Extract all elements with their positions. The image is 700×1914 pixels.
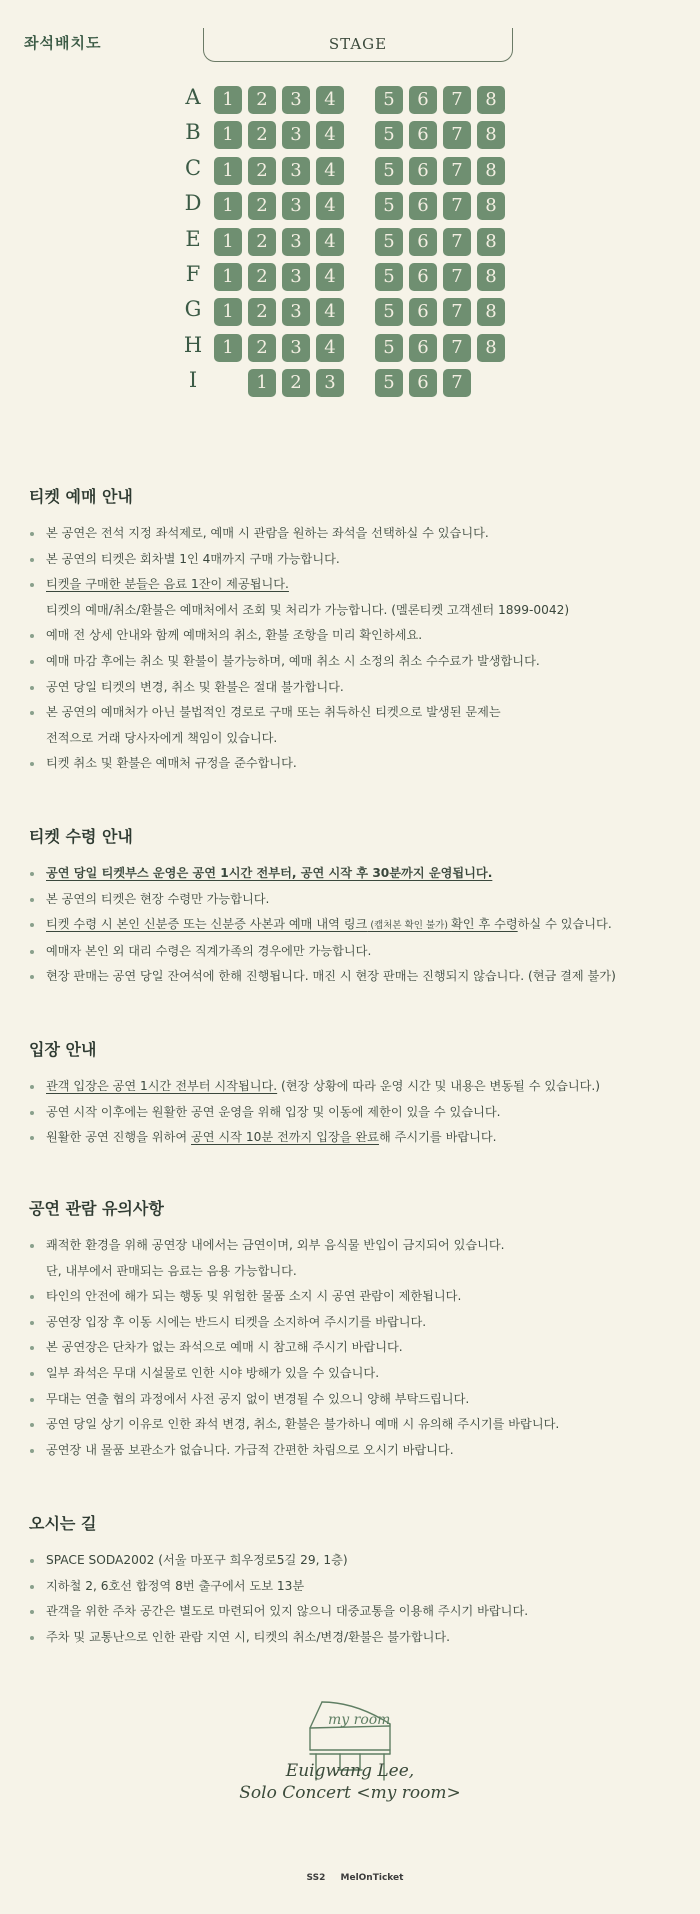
seat-g5: 5 bbox=[375, 298, 403, 326]
seat-f6: 6 bbox=[409, 263, 437, 291]
seat-b5: 5 bbox=[375, 121, 403, 149]
stage-label: STAGE bbox=[203, 28, 513, 62]
entry-list bbox=[29, 1074, 689, 1151]
booth-hours: 공연 당일 티켓부스 운영은 공연 1시간 전부터, 공연 시작 후 30분까지 운영됩니다. bbox=[46, 866, 493, 880]
list-item: 공연장 내 물품 보관소가 없습니다. 가급적 간편한 차림으로 오시기 바랍니다. bbox=[29, 1438, 689, 1464]
seat-a4: 4 bbox=[316, 86, 344, 114]
seat-c8: 8 bbox=[477, 157, 505, 185]
list-item: 공연 당일 상기 이유로 인한 좌석 변경, 취소, 환불은 불가하니 예매 시 유의해 주시기를 바랍니다. bbox=[29, 1412, 689, 1438]
list-item bbox=[29, 861, 689, 887]
seat-d3: 3 bbox=[282, 192, 310, 220]
logo-text: my room bbox=[328, 1712, 391, 1728]
seat-h7: 7 bbox=[443, 334, 471, 362]
seat-f2: 2 bbox=[248, 263, 276, 291]
row-label-a: A bbox=[185, 85, 201, 109]
concert-title bbox=[230, 1760, 470, 1804]
seat-g2: 2 bbox=[248, 298, 276, 326]
drink-notice: 티켓을 구매한 분들은 음료 1잔이 제공됩니다. bbox=[46, 577, 289, 592]
seat-f3: 3 bbox=[282, 263, 310, 291]
seat-c4: 4 bbox=[316, 157, 344, 185]
entry-deadline: 공연 시작 10분 전까지 입장을 완료 bbox=[191, 1130, 379, 1145]
list-item: 일부 좌석은 무대 시설물로 인한 시야 방해가 있을 수 있습니다. bbox=[29, 1361, 689, 1387]
list-item: 티켓의 예매/취소/환불은 예매처에서 조회 및 처리가 가능합니다. (멜론티켓 고객센터 1899-0042) bbox=[46, 602, 570, 617]
delay-notice: 주차 및 교통난으로 인한 관람 지연 시, 티켓의 취소/변경/환불은 불가합니다. bbox=[29, 1625, 689, 1651]
row-label-f: F bbox=[185, 262, 201, 286]
seat-h6: 6 bbox=[409, 334, 437, 362]
entry-title: 입장 안내 bbox=[29, 1040, 97, 1059]
list-item: 본 공연의 티켓은 회차별 1인 4매까지 구매 가능합니다. bbox=[29, 547, 689, 573]
list-item: 공연 당일 티켓의 변경, 취소 및 환불은 절대 불가합니다. bbox=[29, 675, 689, 701]
notice-title: 공연 관람 유의사항 bbox=[29, 1199, 164, 1218]
seat-i7: 7 bbox=[443, 369, 471, 397]
list-item: 본 공연장은 단차가 없는 좌석으로 예매 시 참고해 주시기 바랍니다. bbox=[29, 1335, 689, 1361]
seat-d7: 7 bbox=[443, 192, 471, 220]
venue-address: SPACE SODA2002 (서울 마포구 희우정로5길 29, 1층) bbox=[29, 1548, 689, 1574]
seat-c2: 2 bbox=[248, 157, 276, 185]
seat-i5: 5 bbox=[375, 369, 403, 397]
list-item: 본 공연은 전석 지정 좌석제로, 예매 시 관람을 원하는 좌석을 선택하실 수 있습니다. bbox=[29, 521, 689, 547]
list-item: 공연 시작 이후에는 원활한 공연 운영을 위해 입장 및 이동에 제한이 있을 수 있습니다. bbox=[29, 1100, 689, 1126]
ticket-booking-list bbox=[29, 521, 689, 777]
entry-deadline-suffix: 해 주시기를 바랍니다. bbox=[378, 1130, 497, 1145]
seat-g6: 6 bbox=[409, 298, 437, 326]
row-label-d: D bbox=[184, 191, 202, 216]
seat-h8: 8 bbox=[477, 334, 505, 362]
parking-notice: 관객을 위한 주차 공간은 별도로 마련되어 있지 않으니 대중교통을 이용해 주시기 바랍니다. bbox=[29, 1599, 689, 1625]
list-item: 단, 내부에서 판매되는 음료는 음용 가능합니다. bbox=[46, 1263, 297, 1278]
list-item: 무대는 연출 협의 과정에서 사전 공지 없이 변경될 수 있으니 양해 부탁드립니다. bbox=[29, 1387, 689, 1413]
list-item: 공연장 입장 후 이동 시에는 반드시 티켓을 소지하여 주시기를 바랍니다. bbox=[29, 1310, 689, 1336]
capture-note: (캡처본 확인 불가) bbox=[367, 920, 452, 932]
seat-g1: 1 bbox=[214, 298, 242, 326]
seat-a7: 7 bbox=[443, 86, 471, 114]
seat-c1: 1 bbox=[214, 157, 242, 185]
ticket-pickup-list bbox=[29, 861, 689, 990]
seat-c3: 3 bbox=[282, 157, 310, 185]
seat-h3: 3 bbox=[282, 334, 310, 362]
entry-time-note: (현장 상황에 따라 운영 시간 및 내용은 변동될 수 있습니다.) bbox=[277, 1079, 601, 1093]
seat-f8: 8 bbox=[477, 263, 505, 291]
directions-title: 오시는 길 bbox=[29, 1514, 97, 1533]
list-item bbox=[29, 912, 689, 939]
seat-d8: 8 bbox=[477, 192, 505, 220]
seat-d5: 5 bbox=[375, 192, 403, 220]
list-item: 쾌적한 환경을 위해 공연장 내에서는 금연이며, 외부 음식물 반입이 금지되어 있습니다. bbox=[29, 1233, 689, 1259]
seat-h5: 5 bbox=[375, 334, 403, 362]
id-requirement bbox=[46, 917, 518, 931]
seat-e2: 2 bbox=[248, 228, 276, 256]
seat-c7: 7 bbox=[443, 157, 471, 185]
seat-e7: 7 bbox=[443, 228, 471, 256]
row-label-g: G bbox=[184, 297, 202, 322]
seat-a2: 2 bbox=[248, 86, 276, 114]
id-requirement-end: 확인 후 수령 bbox=[451, 917, 518, 932]
seat-a5: 5 bbox=[375, 86, 403, 114]
row-label-e: E bbox=[185, 226, 201, 251]
ticket-pickup-title: 티켓 수령 안내 bbox=[29, 827, 133, 846]
concert-name: Solo Concert <my room> bbox=[239, 1783, 461, 1803]
seat-b4: 4 bbox=[316, 121, 344, 149]
seat-b1: 1 bbox=[214, 121, 242, 149]
entry-time: 관객 입장은 공연 1시간 전부터 시작됩니다. bbox=[46, 1079, 278, 1093]
seat-h2: 2 bbox=[248, 334, 276, 362]
list-item bbox=[29, 1074, 689, 1100]
seat-f7: 7 bbox=[443, 263, 471, 291]
seat-a3: 3 bbox=[282, 86, 310, 114]
id-requirement-suffix: 하실 수 있습니다. bbox=[517, 917, 612, 932]
seat-a1: 1 bbox=[214, 86, 242, 114]
list-item: 예매 마감 후에는 취소 및 환불이 불가능하며, 예매 취소 시 소정의 취소 수수료가 발생합니다. bbox=[29, 649, 689, 675]
seat-b2: 2 bbox=[248, 121, 276, 149]
row-label-b: B bbox=[185, 120, 201, 145]
notice-list bbox=[29, 1233, 689, 1463]
seat-f1: 1 bbox=[214, 263, 242, 291]
ss2-logo: SS2 bbox=[306, 1873, 326, 1883]
row-label-h: H bbox=[183, 332, 203, 357]
seat-b6: 6 bbox=[409, 121, 437, 149]
list-item bbox=[29, 1125, 689, 1151]
seat-g7: 7 bbox=[443, 298, 471, 326]
list-item: 타인의 안전에 해가 되는 행동 및 위험한 물품 소지 시 공연 관람이 제한됩니다. bbox=[29, 1284, 689, 1310]
seat-g4: 4 bbox=[316, 298, 344, 326]
list-item: 티켓 취소 및 환불은 예매처 규정을 준수합니다. bbox=[29, 751, 689, 777]
seat-b8: 8 bbox=[477, 121, 505, 149]
seat-d2: 2 bbox=[248, 192, 276, 220]
id-requirement-text: 티켓 수령 시 본인 신분증 또는 신분증 사본과 예매 내역 링크 bbox=[46, 917, 368, 932]
seat-e3: 3 bbox=[282, 228, 310, 256]
seat-i3: 3 bbox=[316, 369, 344, 397]
ticket-booking-title: 티켓 예매 안내 bbox=[29, 487, 133, 506]
list-item: 현장 판매는 공연 당일 잔여석에 한해 진행됩니다. 매진 시 현장 판매는 진행되지 않습니다. (현금 결제 불가) bbox=[29, 964, 689, 990]
seat-e1: 1 bbox=[214, 228, 242, 256]
seat-c6: 6 bbox=[409, 157, 437, 185]
seat-c5: 5 bbox=[375, 157, 403, 185]
seat-chart-title: 좌석배치도 bbox=[24, 34, 102, 52]
seat-h4: 4 bbox=[316, 334, 344, 362]
seat-f4: 4 bbox=[316, 263, 344, 291]
seat-h1: 1 bbox=[214, 334, 242, 362]
directions-list bbox=[29, 1548, 689, 1650]
seat-e5: 5 bbox=[375, 228, 403, 256]
list-item: 예매자 본인 외 대리 수령은 직계가족의 경우에만 가능합니다. bbox=[29, 939, 689, 965]
seat-map bbox=[0, 0, 700, 410]
seat-i6: 6 bbox=[409, 369, 437, 397]
seat-g8: 8 bbox=[477, 298, 505, 326]
list-item bbox=[29, 572, 689, 598]
seat-i2: 2 bbox=[282, 369, 310, 397]
seat-e6: 6 bbox=[409, 228, 437, 256]
seat-g3: 3 bbox=[282, 298, 310, 326]
subway-directions: 지하철 2, 6호선 합정역 8번 출구에서 도보 13분 bbox=[29, 1574, 689, 1600]
list-item: 전적으로 거래 당사자에게 책임이 있습니다. bbox=[46, 730, 278, 745]
row-label-c: C bbox=[184, 155, 202, 180]
seat-a8: 8 bbox=[477, 86, 505, 114]
seat-b3: 3 bbox=[282, 121, 310, 149]
row-label-i: I bbox=[188, 368, 198, 393]
seat-b7: 7 bbox=[443, 121, 471, 149]
list-item: 예매 전 상세 안내와 함께 예매처의 취소, 환불 조항을 미리 확인하세요. bbox=[29, 623, 689, 649]
seat-e4: 4 bbox=[316, 228, 344, 256]
melonticket-logo: MelOnTicket bbox=[340, 1873, 404, 1883]
seat-e8: 8 bbox=[477, 228, 505, 256]
list-item: 본 공연의 티켓은 현장 수령만 가능합니다. bbox=[29, 887, 689, 913]
list-item: 본 공연의 예매처가 아닌 불법적인 경로로 구매 또는 취득하신 티켓으로 발생된 문제는 bbox=[29, 700, 689, 726]
sponsor-logos bbox=[300, 1873, 410, 1883]
seat-a6: 6 bbox=[409, 86, 437, 114]
seat-i1: 1 bbox=[248, 369, 276, 397]
seat-f5: 5 bbox=[375, 263, 403, 291]
concert-artist: Euigwang Lee, bbox=[285, 1761, 415, 1781]
seat-d4: 4 bbox=[316, 192, 344, 220]
seat-d6: 6 bbox=[409, 192, 437, 220]
entry-deadline-prefix: 원활한 공연 진행을 위하여 bbox=[46, 1130, 192, 1145]
seat-d1: 1 bbox=[214, 192, 242, 220]
